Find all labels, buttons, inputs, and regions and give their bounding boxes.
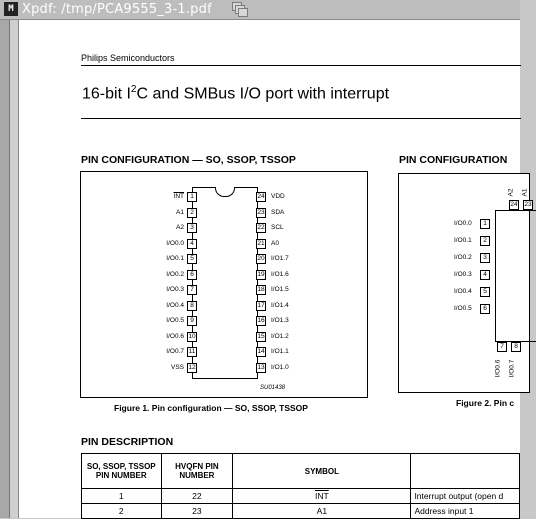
hvqfn-pin-label: I/O0.5 <box>454 305 472 312</box>
chip-pin-label: I/O0.0 <box>166 239 184 247</box>
chip-pin-number: 23 <box>257 208 265 216</box>
chip-pin-number: 24 <box>257 193 265 200</box>
chip-pin-number: 14 <box>257 348 265 355</box>
window-title: Xpdf: /tmp/PCA9555_3-1.pdf <box>22 2 212 17</box>
hvqfn-pin-number: 24 <box>510 201 518 208</box>
hvqfn-pin-label: I/O0.3 <box>454 271 472 278</box>
chip-pin-label: SCL <box>271 224 284 231</box>
chip-pin-number: 9 <box>187 316 197 326</box>
chip-pin-number: 16 <box>257 317 265 324</box>
figure2-caption: Figure 2. Pin c <box>456 398 515 408</box>
chip-pin-number: 22 <box>257 224 265 231</box>
chip-pin-number: 15 <box>257 332 265 340</box>
pin-description-heading: PIN DESCRIPTION <box>81 436 174 448</box>
hvqfn-pin-number: 5 <box>480 287 490 297</box>
window-grip-icon <box>232 2 246 16</box>
hvqfn-pin-number: 2 <box>480 236 490 246</box>
chip-pin-number: 7 <box>187 285 197 295</box>
chip-pin-label: A0 <box>271 239 279 247</box>
chip-pin-label: I/O1.6 <box>271 270 289 278</box>
chip-pin-number: 2 <box>187 208 197 218</box>
chip-pin-label: SDA <box>271 208 285 216</box>
chip-pin-label: I/O1.4 <box>271 301 289 309</box>
table-cell: Address input 1 <box>411 504 520 519</box>
chip-pin-label: I/O0.6 <box>166 332 184 340</box>
window-left-frame <box>10 20 19 518</box>
table-header: SO, SSOP, TSSOP PIN NUMBER <box>82 454 162 489</box>
hvqfn-pin-number: 1 <box>480 219 490 229</box>
hvqfn-pin-number: 4 <box>480 270 490 280</box>
table-header <box>411 454 520 489</box>
chip-pin-number: 13 <box>257 363 265 371</box>
chip-pin-label: I/O1.1 <box>271 348 289 355</box>
chip-pin-number: 10 <box>188 332 196 340</box>
table-cell: A1 <box>233 504 411 519</box>
chip-pin-number: 19 <box>257 270 265 278</box>
chip-pin-number: 11 <box>188 348 196 355</box>
hvqfn-pin-label: I/O0.1 <box>454 237 472 244</box>
document-title: 16-bit $I^2C$ and SMBus I/O port with interrupt <box>82 84 390 103</box>
chip-pin-label: $\overline{INT}$ <box>173 193 184 200</box>
pdf-page[interactable] <box>19 20 532 518</box>
hvqfn-pin-number: 23 <box>524 201 532 208</box>
chip-pin-label: I/O1.5 <box>271 286 289 293</box>
chip-pin-label: I/O0.4 <box>166 301 184 309</box>
pin-config-so-heading: PIN CONFIGURATION — SO, SSOP, TSSOP <box>81 154 296 166</box>
hvqfn-pin-label: I/O0.7 <box>508 359 516 378</box>
table-header: HVQFN PIN NUMBER <box>161 454 233 489</box>
table-cell: Interrupt output (open d <box>411 489 520 504</box>
window-titlebar[interactable] <box>0 0 520 20</box>
chip-pin-number: 20 <box>257 255 265 262</box>
table-cell: 23 <box>161 504 233 519</box>
header-rule <box>81 65 521 66</box>
pin-description-table <box>81 453 520 519</box>
chip-pin-number: 8 <box>187 301 197 311</box>
chip-pin-number: 18 <box>257 286 265 293</box>
chip-pin-label: I/O0.2 <box>166 270 184 278</box>
hvqfn-pin-label: A2 <box>507 188 515 197</box>
chip-pin-number: 1 <box>187 192 197 202</box>
chip-pin-label: A2 <box>176 224 184 231</box>
chip-notch <box>215 187 235 197</box>
chip-pin-label: VDD <box>271 193 285 200</box>
figure2-box <box>398 173 530 393</box>
xpdf-app-icon[interactable]: M <box>4 2 18 16</box>
pin-config-hvqfn-heading: PIN CONFIGURATION <box>399 154 508 166</box>
chip-pin-number: 3 <box>187 223 197 233</box>
chip-pin-label: VSS <box>170 363 184 371</box>
hvqfn-pin-label: I/O0.0 <box>454 220 472 227</box>
hvqfn-pin-label: I/O0.2 <box>454 254 472 261</box>
chip-pin-number: 5 <box>187 254 197 264</box>
chip-pin-label: I/O0.7 <box>166 348 184 355</box>
table-cell: $\overline{INT}$ <box>233 489 411 504</box>
hvqfn-body <box>495 210 536 342</box>
chip-pin-number: 12 <box>188 363 196 371</box>
chip-pin-number: 4 <box>187 239 197 249</box>
hvqfn-pin-number: 6 <box>480 304 490 314</box>
chip-body <box>192 187 258 379</box>
chip-pin-label: A1 <box>176 208 184 216</box>
hvqfn-pin-number: 8 <box>511 342 521 352</box>
diagram-code: SU01438 <box>260 385 286 391</box>
chip-pin-label: I/O0.1 <box>166 255 184 262</box>
table-row <box>82 489 520 504</box>
window-left-border <box>0 20 10 518</box>
hvqfn-pin-number: 3 <box>480 253 490 263</box>
company-name: Philips Semiconductors <box>81 53 175 63</box>
table-cell: 1 <box>82 489 162 504</box>
hvqfn-pin-label: A1 <box>521 188 529 197</box>
chip-pin-label: I/O0.5 <box>166 317 184 324</box>
hvqfn-pin-number: 7 <box>497 342 507 352</box>
chip-pin-label: I/O1.7 <box>271 255 289 262</box>
title-rule <box>81 118 521 119</box>
table-header: SYMBOL <box>233 454 411 489</box>
table-cell: 22 <box>161 489 233 504</box>
hvqfn-pin-label: I/O0.6 <box>494 359 502 378</box>
figure1-caption: Figure 1. Pin configuration — SO, SSOP, TSSOP <box>114 403 308 413</box>
chip-pin-label: I/O0.3 <box>166 286 184 293</box>
figure1-box <box>80 171 368 398</box>
chip-pin-label: I/O1.2 <box>271 332 289 340</box>
table-cell: 2 <box>82 504 162 519</box>
table-row <box>82 504 520 519</box>
chip-pin-label: I/O1.3 <box>271 317 289 324</box>
chip-pin-number: 21 <box>257 239 265 247</box>
hvqfn-pin-label: I/O0.4 <box>454 288 472 295</box>
chip-pin-number: 17 <box>257 301 265 309</box>
chip-pin-label: I/O1.0 <box>271 363 289 371</box>
chip-pin-number: 6 <box>187 270 197 280</box>
